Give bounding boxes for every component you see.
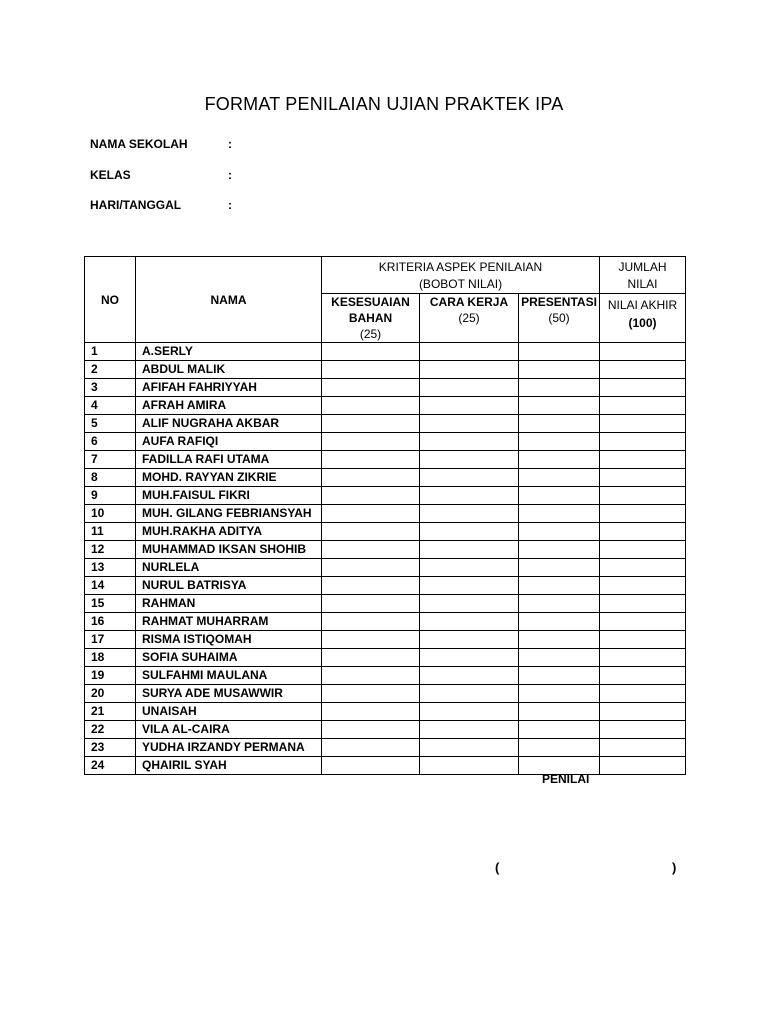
score-total-cell[interactable] xyxy=(600,487,686,505)
row-no: 13 xyxy=(85,559,136,577)
score-cara-kerja-cell[interactable] xyxy=(420,559,519,577)
score-presentasi-cell[interactable] xyxy=(519,397,600,415)
score-presentasi-cell[interactable] xyxy=(519,739,600,757)
score-total-cell[interactable] xyxy=(600,397,686,415)
row-no: 16 xyxy=(85,613,136,631)
meta-class-label: KELAS xyxy=(90,168,131,182)
score-cara-kerja-cell[interactable] xyxy=(420,613,519,631)
row-nama: NURLELA xyxy=(136,559,322,577)
header-sub1-line2: BAHAN xyxy=(348,311,393,325)
score-cara-kerja-cell[interactable] xyxy=(420,397,519,415)
score-presentasi-cell[interactable] xyxy=(519,451,600,469)
score-kesesuaian-cell[interactable] xyxy=(322,379,420,397)
meta-school-label: NAMA SEKOLAH xyxy=(90,137,188,151)
score-kesesuaian-cell[interactable] xyxy=(322,397,420,415)
row-nama: ALIF NUGRAHA AKBAR xyxy=(136,415,322,433)
header-total-top xyxy=(600,257,686,294)
row-nama: SULFAHMI MAULANA xyxy=(136,667,322,685)
score-total-cell[interactable] xyxy=(600,577,686,595)
score-presentasi-cell[interactable] xyxy=(519,379,600,397)
row-no: 15 xyxy=(85,595,136,613)
table-row xyxy=(85,757,686,775)
row-nama: MUHAMMAD IKSAN SHOHIB xyxy=(136,541,322,559)
header-criteria-line1: KRITERIA ASPEK PENILAIAN xyxy=(378,260,543,274)
score-presentasi-cell[interactable] xyxy=(519,361,600,379)
header-sub1-line1: KESESUAIAN xyxy=(331,295,410,309)
row-no: 17 xyxy=(85,631,136,649)
header-no: NO xyxy=(85,257,136,343)
score-total-cell[interactable] xyxy=(600,541,686,559)
row-no: 18 xyxy=(85,649,136,667)
row-nama: MUH.RAKHA ADITYA xyxy=(136,523,322,541)
row-no: 3 xyxy=(85,379,136,397)
score-total-cell[interactable] xyxy=(600,667,686,685)
row-no: 5 xyxy=(85,415,136,433)
score-kesesuaian-cell[interactable] xyxy=(322,361,420,379)
row-nama: NURUL BATRISYA xyxy=(136,577,322,595)
score-presentasi-cell[interactable] xyxy=(519,667,600,685)
header-total-line2: NILAI xyxy=(627,277,658,291)
score-cara-kerja-cell[interactable] xyxy=(420,433,519,451)
score-cara-kerja-cell[interactable] xyxy=(420,739,519,757)
row-no: 11 xyxy=(85,523,136,541)
score-cara-kerja-cell[interactable] xyxy=(420,361,519,379)
score-cara-kerja-cell[interactable] xyxy=(420,415,519,433)
meta-date-row xyxy=(90,198,232,212)
score-cara-kerja-cell[interactable] xyxy=(420,721,519,739)
signature-close-paren: ) xyxy=(672,860,677,875)
header-sub-kesesuaian xyxy=(322,294,420,343)
row-nama: VILA AL-CAIRA xyxy=(136,721,322,739)
score-cara-kerja-cell[interactable] xyxy=(420,469,519,487)
meta-school-colon: : xyxy=(228,137,232,151)
row-no: 22 xyxy=(85,721,136,739)
row-nama: AFRAH AMIRA xyxy=(136,397,322,415)
score-total-cell[interactable] xyxy=(600,379,686,397)
row-no: 1 xyxy=(85,343,136,361)
score-total-cell[interactable] xyxy=(600,631,686,649)
score-presentasi-cell[interactable] xyxy=(519,541,600,559)
table-row xyxy=(85,739,686,757)
score-cara-kerja-cell[interactable] xyxy=(420,505,519,523)
score-presentasi-cell[interactable] xyxy=(519,523,600,541)
table-row xyxy=(85,469,686,487)
row-no: 2 xyxy=(85,361,136,379)
score-kesesuaian-cell[interactable] xyxy=(322,595,420,613)
score-total-cell[interactable] xyxy=(600,415,686,433)
table-row xyxy=(85,613,686,631)
score-kesesuaian-cell[interactable] xyxy=(322,433,420,451)
score-kesesuaian-cell[interactable] xyxy=(322,649,420,667)
score-presentasi-cell[interactable] xyxy=(519,613,600,631)
table-row xyxy=(85,559,686,577)
score-kesesuaian-cell[interactable] xyxy=(322,451,420,469)
row-nama: SURYA ADE MUSAWWIR xyxy=(136,685,322,703)
table-row xyxy=(85,577,686,595)
score-kesesuaian-cell[interactable] xyxy=(322,631,420,649)
score-total-cell[interactable] xyxy=(600,469,686,487)
header-sub2-line1: CARA KERJA xyxy=(429,295,509,309)
table-row xyxy=(85,343,686,361)
score-cara-kerja-cell[interactable] xyxy=(420,487,519,505)
score-cara-kerja-cell[interactable] xyxy=(420,379,519,397)
score-cara-kerja-cell[interactable] xyxy=(420,703,519,721)
score-total-cell[interactable] xyxy=(600,685,686,703)
score-presentasi-cell[interactable] xyxy=(519,577,600,595)
score-total-cell[interactable] xyxy=(600,361,686,379)
score-total-cell[interactable] xyxy=(600,703,686,721)
row-no: 24 xyxy=(85,757,136,775)
header-total-bottom xyxy=(600,294,686,343)
score-kesesuaian-cell[interactable] xyxy=(322,739,420,757)
header-sub-presentasi xyxy=(519,294,600,343)
row-nama: FADILLA RAFI UTAMA xyxy=(136,451,322,469)
header-total-line4: (100) xyxy=(628,316,657,330)
table-row xyxy=(85,703,686,721)
score-total-cell[interactable] xyxy=(600,757,686,775)
score-kesesuaian-cell[interactable] xyxy=(322,703,420,721)
score-kesesuaian-cell[interactable] xyxy=(322,487,420,505)
table-row xyxy=(85,415,686,433)
row-no: 10 xyxy=(85,505,136,523)
row-nama: MUH.FAISUL FIKRI xyxy=(136,487,322,505)
score-presentasi-cell[interactable] xyxy=(519,721,600,739)
assessment-table xyxy=(84,256,686,775)
row-no: 9 xyxy=(85,487,136,505)
score-presentasi-cell[interactable] xyxy=(519,685,600,703)
score-total-cell[interactable] xyxy=(600,343,686,361)
header-total-line3: NILAI AKHIR xyxy=(607,298,678,312)
score-presentasi-cell[interactable] xyxy=(519,487,600,505)
meta-date-colon: : xyxy=(228,198,232,212)
score-total-cell[interactable] xyxy=(600,523,686,541)
row-nama: RAHMAT MUHARRAM xyxy=(136,613,322,631)
row-no: 23 xyxy=(85,739,136,757)
score-kesesuaian-cell[interactable] xyxy=(322,559,420,577)
row-nama: ABDUL MALIK xyxy=(136,361,322,379)
score-total-cell[interactable] xyxy=(600,451,686,469)
table-row xyxy=(85,667,686,685)
score-kesesuaian-cell[interactable] xyxy=(322,343,420,361)
score-cara-kerja-cell[interactable] xyxy=(420,631,519,649)
score-total-cell[interactable] xyxy=(600,433,686,451)
table-row xyxy=(85,631,686,649)
header-sub2-line2: (25) xyxy=(458,311,480,325)
score-kesesuaian-cell[interactable] xyxy=(322,721,420,739)
table-row xyxy=(85,397,686,415)
score-cara-kerja-cell[interactable] xyxy=(420,577,519,595)
table-row xyxy=(85,505,686,523)
table-body xyxy=(85,343,686,775)
table-row xyxy=(85,541,686,559)
table-row xyxy=(85,685,686,703)
row-nama: MOHD. RAYYAN ZIKRIE xyxy=(136,469,322,487)
meta-date-label: HARI/TANGGAL xyxy=(90,198,182,212)
header-criteria-line2: (BOBOT NILAI) xyxy=(418,277,503,291)
score-kesesuaian-cell[interactable] xyxy=(322,685,420,703)
score-presentasi-cell[interactable] xyxy=(519,343,600,361)
score-presentasi-cell[interactable] xyxy=(519,469,600,487)
header-sub3-line1: PRESENTASI xyxy=(521,295,597,309)
row-no: 8 xyxy=(85,469,136,487)
header-nama: NAMA xyxy=(136,257,322,343)
row-no: 21 xyxy=(85,703,136,721)
header-sub-cara-kerja xyxy=(420,294,519,343)
score-kesesuaian-cell[interactable] xyxy=(322,577,420,595)
score-kesesuaian-cell[interactable] xyxy=(322,757,420,775)
row-no: 6 xyxy=(85,433,136,451)
row-nama: SOFIA SUHAIMA xyxy=(136,649,322,667)
score-kesesuaian-cell[interactable] xyxy=(322,505,420,523)
table-row xyxy=(85,451,686,469)
table-row xyxy=(85,595,686,613)
table-row xyxy=(85,361,686,379)
score-total-cell[interactable] xyxy=(600,739,686,757)
table-row xyxy=(85,523,686,541)
score-presentasi-cell[interactable] xyxy=(519,595,600,613)
score-total-cell[interactable] xyxy=(600,595,686,613)
score-total-cell[interactable] xyxy=(600,649,686,667)
document-title: FORMAT PENILAIAN UJIAN PRAKTEK IPA xyxy=(204,94,564,114)
signature-open-paren: ( xyxy=(495,860,500,875)
row-nama: YUDHA IRZANDY PERMANA xyxy=(136,739,322,757)
header-sub3-line2: (50) xyxy=(548,311,570,325)
score-kesesuaian-cell[interactable] xyxy=(322,667,420,685)
table-row xyxy=(85,487,686,505)
row-nama: AFIFAH FAHRIYYAH xyxy=(136,379,322,397)
row-no: 12 xyxy=(85,541,136,559)
score-presentasi-cell[interactable] xyxy=(519,415,600,433)
table-row xyxy=(85,649,686,667)
score-kesesuaian-cell[interactable] xyxy=(322,415,420,433)
score-cara-kerja-cell[interactable] xyxy=(420,343,519,361)
score-cara-kerja-cell[interactable] xyxy=(420,685,519,703)
row-nama: RAHMAN xyxy=(136,595,322,613)
score-cara-kerja-cell[interactable] xyxy=(420,451,519,469)
row-nama: AUFA RAFIQI xyxy=(136,433,322,451)
score-kesesuaian-cell[interactable] xyxy=(322,613,420,631)
meta-school-row xyxy=(90,137,232,151)
row-no: 7 xyxy=(85,451,136,469)
evaluator-label: PENILAI xyxy=(542,772,590,786)
table-row xyxy=(85,721,686,739)
score-total-cell[interactable] xyxy=(600,505,686,523)
header-sub1-line3: (25) xyxy=(359,327,382,341)
score-presentasi-cell[interactable] xyxy=(519,703,600,721)
score-total-cell[interactable] xyxy=(600,559,686,577)
score-presentasi-cell[interactable] xyxy=(519,559,600,577)
score-kesesuaian-cell[interactable] xyxy=(322,541,420,559)
score-presentasi-cell[interactable] xyxy=(519,433,600,451)
score-cara-kerja-cell[interactable] xyxy=(420,541,519,559)
score-cara-kerja-cell[interactable] xyxy=(420,649,519,667)
score-presentasi-cell[interactable] xyxy=(519,649,600,667)
table-row xyxy=(85,379,686,397)
score-total-cell[interactable] xyxy=(600,613,686,631)
row-no: 19 xyxy=(85,667,136,685)
row-no: 4 xyxy=(85,397,136,415)
score-kesesuaian-cell[interactable] xyxy=(322,523,420,541)
score-cara-kerja-cell[interactable] xyxy=(420,523,519,541)
header-criteria xyxy=(322,257,600,294)
meta-class-colon: : xyxy=(228,168,232,182)
row-nama: RISMA ISTIQOMAH xyxy=(136,631,322,649)
score-presentasi-cell[interactable] xyxy=(519,631,600,649)
row-no: 20 xyxy=(85,685,136,703)
row-nama: QHAIRIL SYAH xyxy=(136,757,322,775)
row-nama: UNAISAH xyxy=(136,703,322,721)
score-cara-kerja-cell[interactable] xyxy=(420,595,519,613)
row-nama: A.SERLY xyxy=(136,343,322,361)
table-row xyxy=(85,433,686,451)
score-total-cell[interactable] xyxy=(600,721,686,739)
header-total-line1: JUMLAH xyxy=(618,260,667,274)
row-nama: MUH. GILANG FEBRIANSYAH xyxy=(136,505,322,523)
score-cara-kerja-cell[interactable] xyxy=(420,757,519,775)
row-no: 14 xyxy=(85,577,136,595)
meta-class-row xyxy=(90,168,232,182)
score-presentasi-cell[interactable] xyxy=(519,505,600,523)
score-cara-kerja-cell[interactable] xyxy=(420,667,519,685)
score-kesesuaian-cell[interactable] xyxy=(322,469,420,487)
